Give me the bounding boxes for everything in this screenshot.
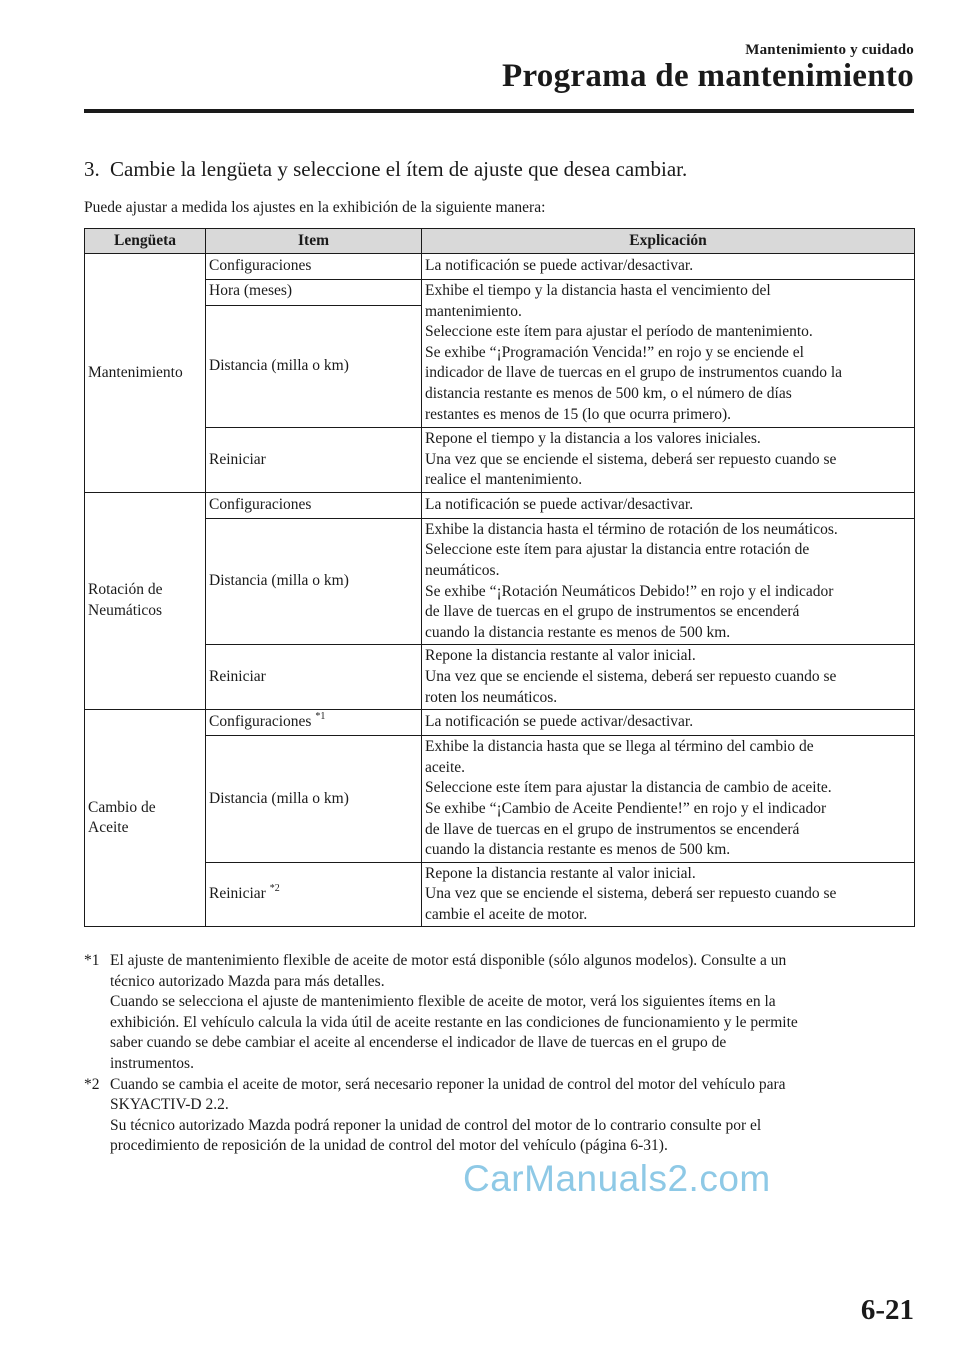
footnote-mark: *2 (84, 1075, 100, 1093)
table-row (85, 280, 915, 306)
header-tab: Lengüeta (85, 229, 206, 254)
footnote-line: Cuando se selecciona el ajuste de mantenimiento flexible de aceite de motor, verá los siguientes ítems en la (110, 993, 776, 1011)
expl-line: Exhibe la distancia hasta que se llega al término del cambio de (425, 738, 814, 756)
item-cell: Distancia (milla o km) (206, 518, 422, 645)
expl-line: Seleccione este ítem para ajustar el período de mantenimiento. (425, 323, 813, 341)
expl-line: distancia restante es menos de 500 km, o el número de días (425, 384, 792, 402)
footnote-line: técnico autorizado Mazda para más detalles. (110, 972, 385, 990)
expl-line: cuando la distancia restante es menos de 500 km. (425, 841, 731, 859)
expl-line: Se exhibe “¡Programación Vencida!” en rojo y se enciende el (425, 343, 804, 361)
expl-line: Se exhibe “¡Rotación Neumáticos Debido!” en rojo y el indicador (425, 582, 834, 600)
tab-rotacion-neumaticos (85, 492, 206, 709)
footnote-line: exhibición. El vehículo calcula la vida útil de aceite restante en las condiciones de funcionamiento y le permite (110, 1013, 798, 1031)
step-number: 3. (84, 157, 100, 181)
expl-line: Se exhibe “¡Cambio de Aceite Pendiente!” en rojo y el indicador (425, 799, 827, 817)
table-row (85, 736, 915, 863)
item-cell: Distancia (milla o km) (206, 306, 422, 428)
expl-line: Una vez que se enciende el sistema, deberá ser repuesto cuando se (425, 885, 837, 903)
footnote-mark: *1 (84, 952, 100, 969)
expl-line: de llave de tuercas en el grupo de instrumentos se encenderá (425, 820, 800, 838)
explanation-cell: La notificación se puede activar/desactivar. (422, 710, 915, 736)
table-row (85, 645, 915, 710)
header-divider (84, 109, 914, 113)
item-label: Configuraciones (209, 713, 312, 731)
expl-line: Seleccione este ítem para ajustar la distancia entre rotación de (425, 541, 810, 559)
table-row (85, 710, 915, 736)
tab-label-line: Neumáticos (88, 601, 163, 619)
expl-line: Exhibe la distancia hasta el término de rotación de los neumáticos. (425, 520, 838, 538)
expl-line: Repone el tiempo y la distancia a los valores iniciales. (425, 430, 761, 447)
expl-line: indicador de llave de tuercas en el grupo de instrumentos cuando la (425, 364, 843, 382)
expl-line: roten los neumáticos. (425, 688, 558, 706)
footnote-line: Cuando se cambia el aceite de motor, será necesario reponer la unidad de control del motor del vehículo para (110, 1075, 786, 1093)
explanation-cell (422, 736, 915, 863)
item-cell (206, 862, 422, 927)
expl-line: Una vez que se enciende el sistema, deberá ser repuesto cuando se (425, 450, 837, 468)
expl-line: Seleccione este ítem para ajustar la distancia de cambio de aceite. (425, 779, 832, 797)
header-item: Item (206, 229, 422, 254)
expl-line: Repone la distancia restante al valor inicial. (425, 864, 696, 882)
tab-cambio-aceite (85, 710, 206, 927)
section-header: Mantenimiento y cuidado (745, 42, 914, 58)
explanation-cell (422, 280, 915, 428)
item-cell: Reiniciar (206, 428, 422, 493)
footnote-line: instrumentos. (110, 1054, 194, 1072)
expl-line: cuando la distancia restante es menos de 500 km. (425, 623, 731, 641)
item-cell: Reiniciar (206, 645, 422, 710)
table-row (85, 254, 915, 280)
explanation-cell (422, 518, 915, 645)
footnote-line: El ajuste de mantenimiento flexible de aceite de motor está disponible (sólo algunos modelos). Consulte a un (110, 952, 787, 969)
header-explanation: Explicación (422, 229, 915, 254)
intro-paragraph: Puede ajustar a medida los ajustes en la exhibición de la siguiente manera: (84, 199, 546, 216)
tab-label-line: Cambio de (88, 798, 156, 816)
tab-label-line: Aceite (88, 819, 129, 837)
tab-mantenimiento: Mantenimiento (85, 254, 206, 493)
expl-line: cambie el aceite de motor. (425, 905, 588, 923)
item-label: Reiniciar (209, 885, 266, 903)
explanation-cell: La notificación se puede activar/desactivar. (422, 254, 915, 280)
footnote-1 (84, 951, 914, 1075)
item-cell: Configuraciones (206, 492, 422, 518)
explanation-cell (422, 428, 915, 493)
table-row (85, 862, 915, 927)
table-row (85, 518, 915, 645)
tab-label-line: Rotación de (88, 581, 163, 599)
settings-table (84, 228, 915, 927)
footnote-2 (84, 1075, 914, 1157)
table-header-row (85, 229, 915, 254)
table-row (85, 428, 915, 493)
expl-line: realice el mantenimiento. (425, 471, 583, 489)
expl-line: mantenimiento. (425, 302, 522, 320)
expl-line: Exhibe el tiempo y la distancia hasta el vencimiento del (425, 282, 771, 299)
expl-line: Una vez que se enciende el sistema, deberá ser repuesto cuando se (425, 667, 837, 685)
footnote-line: SKYACTIV-D 2.2. (110, 1096, 229, 1114)
page-title: Programa de mantenimiento (502, 58, 914, 94)
item-cell (206, 710, 422, 736)
watermark-logo: CarManuals2.com (463, 1158, 771, 1199)
item-cell: Distancia (milla o km) (206, 736, 422, 863)
footnote-line: procedimiento de reposición de la unidad de control del motor del vehículo (página 6-31). (110, 1137, 668, 1155)
explanation-cell: La notificación se puede activar/desactivar. (422, 492, 915, 518)
table-row (85, 492, 915, 518)
footnotes (84, 951, 914, 1157)
explanation-cell (422, 862, 915, 927)
expl-line: aceite. (425, 758, 466, 776)
expl-line: Repone la distancia restante al valor inicial. (425, 647, 696, 665)
explanation-cell (422, 645, 915, 710)
footnote-ref: *1 (315, 711, 326, 723)
footnote-ref: *2 (269, 883, 280, 895)
item-cell: Configuraciones (206, 254, 422, 280)
expl-line: de llave de tuercas en el grupo de instrumentos se encenderá (425, 603, 800, 621)
step-text: Cambie la lengüeta y seleccione el ítem de ajuste que desea cambiar. (110, 157, 688, 181)
expl-line: neumáticos. (425, 561, 500, 579)
footnote-line: Su técnico autorizado Mazda podrá reponer la unidad de control del motor de lo contrario consulte por el (110, 1116, 762, 1134)
footnote-line: saber cuando se debe cambiar el aceite al encenderse el indicador de llave de tuercas en el grupo de (110, 1034, 727, 1052)
expl-line: restantes es menos de 15 (lo que ocurra primero). (425, 405, 732, 423)
item-cell: Hora (meses) (206, 280, 422, 306)
step-instruction (84, 157, 687, 182)
page-number: 6-21 (860, 1294, 914, 1326)
